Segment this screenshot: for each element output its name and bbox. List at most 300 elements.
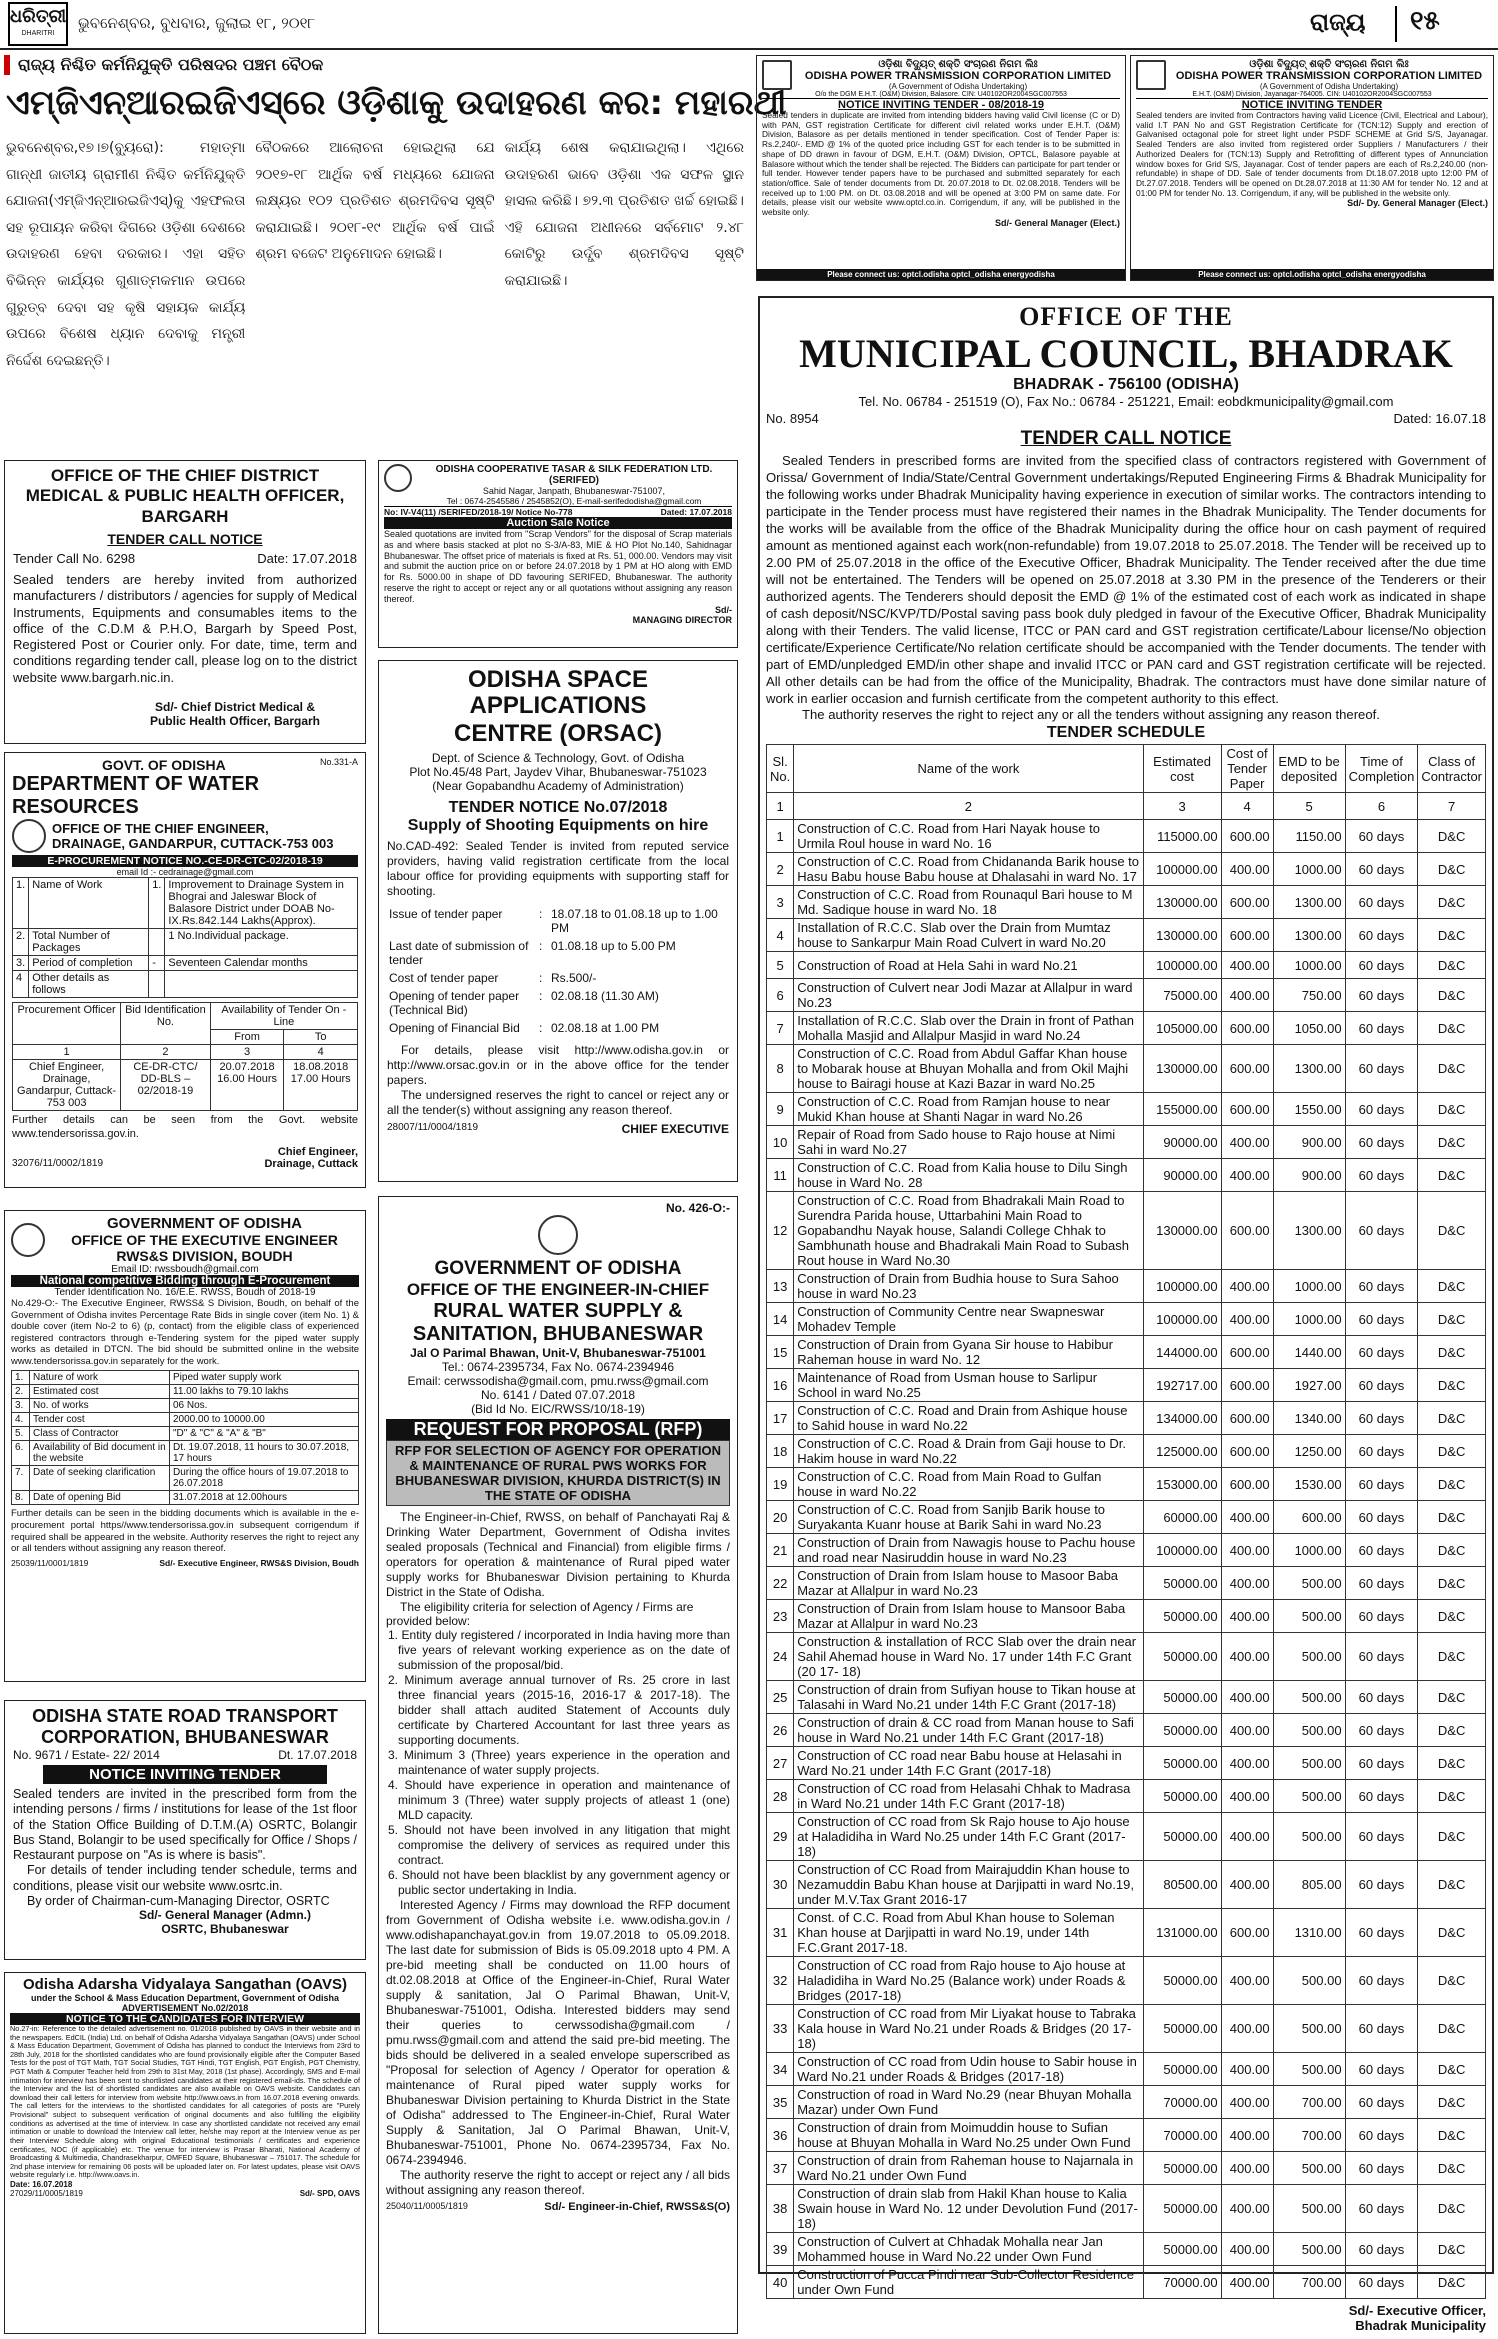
column-number: 5	[1273, 793, 1345, 820]
table-cell: 500.00	[1273, 1600, 1345, 1633]
bid-table	[12, 1002, 358, 1111]
table-cell: 500.00	[1273, 1714, 1345, 1747]
eligibility-item: 1. Entity duly registered / incorporated in India having more than five years of relevant working experience as on the date of submission of the proposal/bid.	[388, 1628, 730, 1672]
table-cell: Repair of Road from Sado house to Rajo house at Nimi Sahi in ward No.27	[794, 1126, 1143, 1159]
optcl-name: ODISHA POWER TRANSMISSION CORPORATION LIMITED	[1175, 70, 1483, 82]
table-cell: 60 days	[1345, 1270, 1418, 1303]
orsac-title-2: CENTRE (ORSAC)	[454, 719, 662, 747]
field-cell: Opening of Financial Bid	[389, 1021, 520, 1036]
table-cell: 100000.00	[1143, 1270, 1221, 1303]
table-cell: 1300.00	[1273, 919, 1345, 952]
govt-line: GOVERNMENT OF ODISHA	[106, 1215, 302, 1232]
table-cell: 60 days	[1345, 979, 1418, 1012]
submission-para: Interested Agency / Firms may download the RFP document from Government of Odisha website i.e. www.odisha.gov.in / www.odishapanchayat.gov.in from 19.07.2018 to 05.09.2018. The last date for submission of Bids is 05.09.2018 upto 4 PM. A pre-bid meeting shall be conducted on 11.00 hours of dt.02.08.2018 at Office of the Engineer-in-Chief, Rural Water supply & sanitation, Jal O Parimal Bhawan, Unit-V, Bhubaneswar-751001, Odisha. Interested bidders may send their queries to cerwssodisha@gmail.com / pmu.rwss@gmail.com and attend the said pre-bid meeting. The bids should be delivered in a sealed envelope superscribed as "Proposal for selection of Agency / Operator for operation & maintenance of Rural piped water supply works for Bhubaneswar Division pertaining to Khurda District in the State of Odisha" addressed to The Engineer-in-Chief, Rural Water Supply & Sanitation, Jal O Parimal Bhawan, Unit-V, Bhubaneswar-751001, Phone No. 0674-2395734, Fax No. 0674-2394946.	[386, 1898, 730, 2167]
table-cell: 70000.00	[1143, 2266, 1221, 2299]
table-cell: 60 days	[1345, 919, 1418, 952]
signature-line2: OSRTC, Bhubaneswar	[161, 1921, 289, 1936]
work-cell: 11.00 lakhs to 79.10 lakhs	[170, 1385, 359, 1399]
table-cell: 1550.00	[1273, 1093, 1345, 1126]
table-cell: D&C	[1418, 1435, 1486, 1468]
table-cell: D&C	[1418, 820, 1486, 853]
table-cell: D&C	[1418, 1126, 1486, 1159]
work-cell: Total Number of Packages	[29, 929, 149, 956]
ref-number: 27029/11/0005/1819	[10, 2188, 83, 2198]
table-cell: 1340.00	[1273, 1402, 1345, 1435]
table-cell: Construction of C.C. Road from Kalia house to Dilu Singh house in Ward No. 28	[794, 1159, 1143, 1192]
serifed-contact: Tel : 0674-2545586 / 2545852(O), E-mail-serifedodisha@gmail.com	[446, 496, 702, 506]
table-cell: D&C	[1418, 1468, 1486, 1501]
signature: Sd/- Dy. General Manager (Elect.)	[1347, 198, 1488, 209]
table-cell: 400.00	[1221, 1501, 1273, 1534]
table-cell: 700.00	[1273, 2266, 1345, 2299]
table-cell: 5	[767, 952, 794, 979]
table-cell: 400.00	[1221, 1567, 1273, 1600]
table-row	[767, 1681, 1486, 1714]
column-header: Time of Completion	[1345, 745, 1418, 793]
table-cell: 60000.00	[1143, 1501, 1221, 1534]
table-row	[767, 886, 1486, 919]
dateline: ଭୁବନେଶ୍ବର, ବୁଧବାର, ଜୁଲାଇ ୧୮, ୨୦୧୮	[78, 14, 316, 32]
field-row	[387, 905, 729, 937]
table-cell: 22	[767, 1567, 794, 1600]
email-line: Email ID: rwssboudh@gmail.com	[111, 1264, 259, 1275]
table-cell: Construction of C.C. Road from Ramjan house to near Mukid Khan house at Shanti Nagar in ward No.26	[794, 1093, 1143, 1126]
table-cell: 600.00	[1221, 1402, 1273, 1435]
work-table	[11, 1370, 359, 1505]
field-cell: :	[539, 971, 543, 986]
work-cell: 2.	[13, 929, 29, 956]
work-row	[12, 1491, 359, 1505]
table-cell: 500.00	[1273, 1747, 1345, 1780]
table-cell: D&C	[1418, 1534, 1486, 1567]
table-row	[767, 1957, 1486, 2005]
table-cell: 50000.00	[1143, 2005, 1221, 2053]
address-line: Jal O Parimal Bhawan, Unit-V, Bhubaneswar-751001	[410, 1346, 706, 1360]
serifed-logo	[384, 464, 412, 492]
th-availability: Availability of Tender On - Line	[210, 1003, 357, 1030]
news-headline: ଏମ୍‌ଜିଏନ୍‌ଆରଇଜିଏସ୍‌ରେ ଓଡ଼ିଶାକୁ ଉଦାହରଣ କର: ମହାରଥୀ	[6, 83, 787, 123]
table-cell: 60 days	[1345, 1093, 1418, 1126]
table-cell: Construction of drain from Sufiyan house to Tikan house at Talasahi in Ward No.21 under 14th F.C Grant (2017-18)	[794, 1681, 1143, 1714]
table-cell: 144000.00	[1143, 1336, 1221, 1369]
contact-line: Tel. No. 06784 - 251519 (O), Fax No.: 06784 - 251221, Email: eobdkmunicipality@gmail.com	[858, 394, 1394, 409]
table-cell: 60 days	[1345, 1126, 1418, 1159]
landmark-line: (Near Gopabandhu Academy of Administration)	[432, 779, 684, 794]
table-cell: 400.00	[1221, 1747, 1273, 1780]
table-cell: D&C	[1418, 2119, 1486, 2152]
table-cell: 600.00	[1221, 820, 1273, 853]
work-cell: 1.	[12, 1371, 30, 1385]
table-cell: Construction of C.C. Road and Drain from Ashique house to Sahid house in ward No.22	[794, 1402, 1143, 1435]
orsac-title-1: ODISHA SPACE APPLICATIONS	[467, 666, 649, 720]
work-row	[12, 1399, 359, 1413]
work-cell: Estimated cost	[30, 1385, 170, 1399]
division-line: RWS&S DIVISION, BOUDH	[116, 1248, 293, 1264]
table-row	[767, 1303, 1486, 1336]
table-cell: 60 days	[1345, 1780, 1418, 1813]
table-cell: 21	[767, 1534, 794, 1567]
table-row	[767, 979, 1486, 1012]
table-cell: 17	[767, 1402, 794, 1435]
table-row	[767, 1567, 1486, 1600]
optcl-sub: (A Government of Odisha Undertaking)	[888, 82, 1028, 91]
table-cell: 400.00	[1221, 1780, 1273, 1813]
column-number: 3	[1143, 793, 1221, 820]
osrtc-title-1: ODISHA STATE ROAD TRANSPORT	[32, 1706, 338, 1726]
table-row	[767, 1012, 1486, 1045]
table-cell: 1250.00	[1273, 1435, 1345, 1468]
table-cell: 1310.00	[1273, 1909, 1345, 1957]
field-row	[387, 969, 729, 987]
work-cell: Tender cost	[30, 1413, 170, 1427]
notice-title: NOTICE TO THE CANDIDATES FOR INTERVIEW	[10, 2013, 360, 2025]
table-cell: Construction of road in Ward No.29 (near Bhuyan Mohalla Mazar) under Own Fund	[794, 2086, 1143, 2119]
table-cell: Construction of drain & CC road from Manan house to Safi house in Ward No.21 under 14th F.C Grant (2017-18)	[794, 1714, 1143, 1747]
rfp-subject: RFP FOR SELECTION OF AGENCY FOR OPERATION & MAINTENANCE OF RURAL PWS WORKS FOR BHUBANESWAR DIVISION, KHURDA DISTRICT(S) IN THE STATE OF ODISHA	[386, 1440, 730, 1506]
table-cell: 60 days	[1345, 1957, 1418, 2005]
intro-para: The Engineer-in-Chief, RWSS, on behalf of Panchayati Raj & Drinking Water Department, Government of Odisha invites sealed proposals (Technical and Financial) from eligible firms / operators for operation & maintenance of Rural piped water supply works for Bhubaneswar Division pertaining to Khurda District in the State of Odisha.	[386, 1510, 730, 1599]
table-cell: D&C	[1418, 2053, 1486, 2086]
table-cell: 60 days	[1345, 952, 1418, 979]
table-cell: 60 days	[1345, 1468, 1418, 1501]
field-cell: 02.08.18 (11.30 AM)	[551, 989, 659, 1004]
table-cell: 400.00	[1221, 1600, 1273, 1633]
table-cell: 105000.00	[1143, 1012, 1221, 1045]
signature: Sd/- SPD, OAVS	[299, 2188, 360, 2198]
work-row	[12, 1385, 359, 1399]
office-line-2: RURAL WATER SUPPLY &	[433, 1300, 683, 1322]
table-row	[767, 952, 1486, 979]
table-cell: Construction of drain from Raheman house to Najarnala in Ward No.21 under Own Fund	[794, 2152, 1143, 2185]
table-cell: D&C	[1418, 2005, 1486, 2053]
social-footer: Please connect us: optcl.odisha optcl_odisha energyodisha	[757, 269, 1125, 280]
table-cell: 1000.00	[1273, 1303, 1345, 1336]
table-row	[767, 2053, 1486, 2086]
table-cell: D&C	[1418, 919, 1486, 952]
table-cell: 805.00	[1273, 1861, 1345, 1909]
table-cell: D&C	[1418, 1336, 1486, 1369]
table-cell: Construction of CC Road from Mairajuddin Khan house to Nezamuddin Babu Khan house at Darjipatti in ward No.19, under M.V.Tax Grant 2016-17	[794, 1861, 1143, 1909]
table-row	[767, 2005, 1486, 2053]
th-to: To	[284, 1030, 358, 1045]
optcl-balasore-notice	[756, 55, 1126, 281]
ref-number: 32076/11/0002/1819	[12, 1157, 104, 1169]
table-cell: 60 days	[1345, 1600, 1418, 1633]
email-line: email Id :- cedrainage@gmail.com	[116, 867, 254, 877]
table-cell: 750.00	[1273, 979, 1345, 1012]
table-cell: Construction of drain from Moimuddin house to Sufian house at Bhuyan Mohalla in Ward No.25 under Own Fund	[794, 2119, 1143, 2152]
table-cell: D&C	[1418, 1714, 1486, 1747]
table-cell: 900.00	[1273, 1126, 1345, 1159]
table-cell: 600.00	[1221, 1093, 1273, 1126]
table-cell: D&C	[1418, 2266, 1486, 2299]
notice-number: No. 9671 / Estate- 22/ 2014	[13, 1748, 160, 1762]
table-cell: Construction of CC road from Sk Rajo house to Ajo house at Haladidiha in Ward No.25 under 14th F.C Grant (2017-18)	[794, 1813, 1143, 1861]
schedule-title: TENDER SCHEDULE	[1046, 724, 1206, 742]
letter-no: No. 6141 / Dated 07.07.2018	[480, 1388, 636, 1402]
adv-number: ADVERTISEMENT No.02/2018	[121, 2003, 249, 2013]
optcl-jayanagar-notice	[1130, 55, 1494, 281]
optcl-sub: (A Government of Odisha Undertaking)	[1259, 82, 1399, 91]
column-number: 6	[1345, 793, 1418, 820]
table-cell: 50000.00	[1143, 2152, 1221, 2185]
table-cell: Construction of Drain from Gyana Sir house to Habibur Raheman house in ward No. 12	[794, 1336, 1143, 1369]
table-row	[767, 1126, 1486, 1159]
column-header: Class of Contractor	[1418, 745, 1486, 793]
notice-subject: Supply of Shooting Equipments on hire	[407, 817, 709, 835]
table-cell: D&C	[1418, 1270, 1486, 1303]
serifed-address: Sahid Nagar, Janpath, Bhubaneswar-751007,	[482, 486, 666, 496]
work-details-table	[12, 877, 358, 998]
table-cell: Construction of CC road from Helasahi Chhak to Madrasa in Ward No.21 under 14th F.C Grant (2017-18)	[794, 1780, 1143, 1813]
table-cell: 600.00	[1221, 1468, 1273, 1501]
ref-number: 25039/11/0001/1819	[11, 1557, 89, 1568]
table-row	[767, 2266, 1486, 2299]
table-cell: D&C	[1418, 1780, 1486, 1813]
table-cell: D&C	[1418, 1633, 1486, 1681]
table-cell: 6	[767, 979, 794, 1012]
notice-title: NOTICE INVITING TENDER - 08/2018-19	[838, 99, 1044, 111]
column-number: 1	[767, 793, 794, 820]
eic-rwss-rfp-notice	[378, 1196, 738, 2334]
table-cell: 19	[767, 1468, 794, 1501]
optcl-logo	[1136, 60, 1166, 90]
table-cell: D&C	[1418, 886, 1486, 919]
table-cell: 60 days	[1345, 2266, 1418, 2299]
table-cell: Construction of Drain from Islam house to Mansoor Baba Mazar at Allalpur in ward No.23	[794, 1600, 1143, 1633]
table-cell: 60 days	[1345, 1402, 1418, 1435]
table-cell: 1300.00	[1273, 1045, 1345, 1093]
table-cell: 38	[767, 2185, 794, 2233]
municipality-pin: BHADRAK - 756100 (ODISHA)	[1013, 376, 1239, 393]
table-cell: 50000.00	[1143, 2053, 1221, 2086]
notice-title: TENDER CALL NOTICE	[1020, 428, 1232, 449]
table-cell: 130000.00	[1143, 886, 1221, 919]
serifed-auction-notice	[378, 460, 738, 648]
bid-no-cell: CE-DR-CTC/ DD-BLS – 02/2018-19	[121, 1060, 211, 1111]
table-cell: 60 days	[1345, 1567, 1418, 1600]
table-cell: Construction of Culvert at Chhadak Mohalla near Jan Mohammed house in Ward No.22 under Own Fund	[794, 2233, 1143, 2266]
table-cell: 60 days	[1345, 1012, 1418, 1045]
table-cell: Construction of C.C. Road & Drain from Gaji house to Dr. Hakim house in ward No.22	[794, 1435, 1143, 1468]
govt-line: GOVT. OF ODISHA	[102, 757, 226, 773]
table-cell: Construction of Drain from Nawagis house to Pachu house and road near Nasiruddin house in ward No.23	[794, 1534, 1143, 1567]
section-name: ରାଜ୍ୟ	[1310, 8, 1366, 36]
table-cell: 500.00	[1273, 1813, 1345, 1861]
oavs-notice	[4, 1972, 366, 2334]
table-cell: 400.00	[1221, 2005, 1273, 2053]
work-cell: Piped water supply work	[170, 1371, 359, 1385]
column-header: Estimated cost	[1143, 745, 1221, 793]
signature-line2: Bhadrak Municipality	[1355, 2318, 1486, 2334]
table-cell: Construction of C.C. Road from Abdul Gaffar Khan house to Mobarak house at Bhuyan Mohalla and from Okil Majhi house to Bairagi house at Kazi Bazar in ward No.25	[794, 1045, 1143, 1093]
table-cell: 20	[767, 1501, 794, 1534]
notice-date: Date: 17.07.2018	[257, 551, 357, 567]
page-number: ୧୫	[1410, 6, 1440, 36]
table-cell: 50000.00	[1143, 1681, 1221, 1714]
table-cell: 400.00	[1221, 952, 1273, 979]
work-cell: Name of Work	[29, 878, 149, 929]
optcl-name: ODISHA POWER TRANSMISSION CORPORATION LIMITED	[804, 70, 1112, 82]
work-cell: Period of completion	[29, 956, 149, 971]
th-from: From	[210, 1030, 284, 1045]
table-cell: 70000.00	[1143, 2119, 1221, 2152]
table-cell: 500.00	[1273, 1567, 1345, 1600]
table-cell: 29	[767, 1813, 794, 1861]
table-cell: 1150.00	[1273, 820, 1345, 853]
col-num: 1	[13, 1045, 121, 1060]
table-cell: 60 days	[1345, 1633, 1418, 1681]
reserve-clause: The authority reserve the right to accept or reject any / all bids without assigning any reason thereof.	[386, 2168, 730, 2197]
table-cell: 13	[767, 1270, 794, 1303]
table-cell: 60 days	[1345, 1501, 1418, 1534]
odisha-emblem	[12, 819, 46, 853]
work-cell: No. of works	[30, 1399, 170, 1413]
table-row	[767, 1270, 1486, 1303]
table-cell: D&C	[1418, 1402, 1486, 1435]
table-cell: Construction of Culvert near Jodi Mazar at Allalpur in ward No.23	[794, 979, 1143, 1012]
table-cell: 3	[767, 886, 794, 919]
odisha-emblem	[538, 1215, 578, 1255]
notice-body: Sealed tenders are invited from Contractors having valid Licence (Civil, Electrical and Labour), valid I.T PAN No and GST Registration Certificate for (TCN:12) Supply and erection of Galvanised octagonal pole for street light under PSDF SCHEME at Grid S/S, Jayanagar. Sealed Tenders are also invited from registered order Suppliers / Manufacturers / their Authorized Dealers for (TCN:13) Supply and Retrofitting of different types of Annunciation window boxes for Grid S/S, Jayanagar. Cost of tender papers are each of Rs.2,240.00 (non-refundable) in shape of DD. Sale of tender documents from Dt.18.07.2018 upto 12:00 PM of Dt.27.07.2018. Tenders will be opened on Dt.28.07.2018 at 11:30 AM for tender No. 12 and at 01:00 PM for tender No. 13. Corrigendum, if any, will be published in the website only.	[1136, 110, 1488, 198]
optcl-logo	[762, 60, 792, 90]
table-cell: 1	[767, 820, 794, 853]
to-cell: 18.08.2018 17.00 Hours	[284, 1060, 358, 1111]
govt-line: GOVERNMENT OF ODISHA	[434, 1258, 682, 1279]
table-cell: 1530.00	[1273, 1468, 1345, 1501]
eligibility-item: 5. Should not have been involved in any litigation that might compromise the delivery of services as required under this contract.	[388, 1823, 730, 1867]
work-cell: 7.	[12, 1466, 30, 1491]
table-cell: 18	[767, 1435, 794, 1468]
optcl-address: E.H.T. (O&M) Division, Jayanagar-764005. CIN: U40102OR2004SGC007553	[1136, 91, 1488, 99]
table-cell: 400.00	[1221, 2086, 1273, 2119]
work-row	[13, 929, 358, 956]
table-cell: D&C	[1418, 979, 1486, 1012]
table-row	[767, 919, 1486, 952]
table-cell: 1300.00	[1273, 1192, 1345, 1270]
work-cell: -	[149, 956, 165, 971]
work-cell	[149, 929, 165, 956]
table-cell: 7	[767, 1012, 794, 1045]
table-cell: 400.00	[1221, 1813, 1273, 1861]
notice-date: Dated: 17.07.2018	[660, 507, 732, 517]
notice-title: NOTICE INVITING TENDER	[1241, 99, 1383, 111]
news-kicker: ରାଜ୍ୟ ନିଶ୍ଚିତ କର୍ମନିଯୁକ୍ତି ପରିଷଦର ପଞ୍ଚମ ବୈଠକ	[4, 55, 750, 75]
cdmo-bargarh-notice	[4, 460, 366, 744]
tender-call-no: Tender Call No. 6298	[13, 551, 136, 567]
table-cell: 600.00	[1273, 1501, 1345, 1534]
eproc-bar: E-PROCUREMENT NOTICE NO.-CE-DR-CTC-02/2018-19	[12, 855, 358, 867]
optcl-odia-name: ଓଡ଼ିଶା ବିଦ୍ୟୁତ୍ ଶକ୍ତି ସଂଚାରଣ ନିଗମ ଲିଃ	[1249, 59, 1409, 70]
office-line: OFFICE OF THE CHIEF ENGINEER,	[52, 821, 269, 836]
work-cell: During the office hours of 19.07.2018 to 26.07.2018	[170, 1466, 359, 1491]
notice-number: No: IV-V4(11) /SERIFED/2018-19/ Notice No-778	[384, 507, 573, 517]
further-details: Further details can be seen from the Govt. website www.tendersorissa.gov.in.	[12, 1114, 358, 1140]
table-cell: 23	[767, 1600, 794, 1633]
table-cell: 60 days	[1345, 2152, 1418, 2185]
field-row	[387, 1019, 729, 1037]
work-cell: 4	[13, 971, 29, 998]
field-cell: Cost of tender paper	[389, 971, 499, 986]
signature-line2: Drainage, Cuttack	[264, 1157, 358, 1170]
table-cell: D&C	[1418, 1747, 1486, 1780]
table-cell: 600.00	[1221, 1369, 1273, 1402]
table-cell: 40	[767, 2266, 794, 2299]
dept-line: Dept. of Science & Technology, Govt. of Odisha	[431, 751, 685, 766]
table-cell: 50000.00	[1143, 1714, 1221, 1747]
notice-title: TENDER CALL NOTICE	[107, 531, 263, 548]
office-label: OFFICE OF THE	[1019, 302, 1233, 331]
table-cell: 60 days	[1345, 2053, 1418, 2086]
table-cell: Construction of C.C. Road from Rounaqul Bari house to M Md. Sadique house in ward No. 18	[794, 886, 1143, 919]
table-cell: 500.00	[1273, 2152, 1345, 2185]
table-cell: Construction of Drain from Budhia house to Sura Sahoo house in ward No.23	[794, 1270, 1143, 1303]
bid-id: (Bid Id No. EIC/RWSS/10/18-19)	[471, 1402, 645, 1416]
table-cell: 1000.00	[1273, 1270, 1345, 1303]
table-cell: D&C	[1418, 2233, 1486, 2266]
notice-body: Sealed quotations are invited from "Scrap Vendors" for the disposal of Scrap materials as and where basis stacked at plot no S-3/A-83, MIE & HO Plot No.140, Sahidnagar Bhubaneswar. The offset price of materials is fixed at Rs. 51, 000.00. Vendors may visit and submit the auction price on or before 24.07.2018 by 1 PM at HO along with EMD for Rs. 5000.00 in shape of DD favouring SERIFED, Bhubaneswar. The authority reserve the right to accept or reject any or all quotations without assigning any reason thereof.	[384, 529, 732, 604]
signature-line1: Chief Engineer,	[277, 1145, 358, 1158]
table-row	[767, 1600, 1486, 1633]
eligibility-item: 4. Should have experience in operation and maintenance of minimum 3 (Three) water supply projects of atleast 1 (one) MLD capacity.	[388, 1778, 730, 1822]
work-cell: Date of opening Bid	[30, 1491, 170, 1505]
ref-number: 25040/11/0005/1819	[386, 2201, 468, 2211]
masthead	[0, 0, 1498, 50]
table-cell: 400.00	[1221, 979, 1273, 1012]
table-cell: Construction of C.C. Road from Main Road to Gulfan house in ward No.22	[794, 1468, 1143, 1501]
table-cell: 400.00	[1221, 1126, 1273, 1159]
table-cell: 50000.00	[1143, 1567, 1221, 1600]
notice-body: No.CAD-492: Sealed Tender is invited from reputed service providers, having valid registration certificate from the local labour office for providing equipments with supporting staff for shooting.	[387, 839, 729, 899]
table-cell: Construction of C.C. Road from Hari Nayak house to Urmila Roul house in ward No. 16	[794, 820, 1143, 853]
table-cell: D&C	[1418, 853, 1486, 886]
table-cell: 700.00	[1273, 2119, 1345, 2152]
table-cell: 1927.00	[1273, 1369, 1345, 1402]
schedule-header-row	[767, 745, 1486, 793]
column-header: Cost of Tender Paper	[1221, 745, 1273, 793]
work-cell	[165, 971, 358, 998]
table-cell: 35	[767, 2086, 794, 2119]
col-num: 3	[210, 1045, 284, 1060]
table-cell: 9	[767, 1093, 794, 1126]
table-cell: D&C	[1418, 1600, 1486, 1633]
table-cell: 400.00	[1221, 1861, 1273, 1909]
field-cell: 02.08.18 at 1.00 PM	[551, 1021, 660, 1036]
table-row	[767, 853, 1486, 886]
table-cell: 36	[767, 2119, 794, 2152]
table-cell: 60 days	[1345, 2233, 1418, 2266]
table-cell: D&C	[1418, 1093, 1486, 1126]
table-cell: 60 days	[1345, 1909, 1418, 1957]
table-cell: 60 days	[1345, 853, 1418, 886]
signature: Sd/- Engineer-in-Chief, RWSS&S(O)	[544, 2201, 730, 2213]
table-cell: 60 days	[1345, 1159, 1418, 1192]
table-cell: 24	[767, 1633, 794, 1681]
table-row	[767, 1813, 1486, 1861]
notice-title: Auction Sale Notice	[384, 517, 732, 529]
notice-body: Sealed tenders in duplicate are invited from intending bidders having valid Civil license (C or D) with PAN, GST registration Certificate for different civil related works under E.H.T. (O&M) Division, Balasore as per details mentioned in tender specification. Cost of Tender Paper is: Rs.2,240/-. EMD @ 1% of the quoted price including GST for each tender is to be submitted in shape of DD drawn in favour of DGM, E.H.T. (O&M) Division, OPTCL, Balasore payable at Balasore without which the tender shall be rejected. The Bidders can participate for part tender or full tender. However tender papers have to be purchased and submitted separately for each station/office. Sale of tender documents from Dt. 20.07.2018 to Dt. 02.08.2018. Tenders will be received up to 1:00 PM. on Dt. 03.08.2018 and will be opened at 3:00 PM on same date. For details, please visit our website www.optcl.co.in. Corrigendum, if any, will be published in the website only.	[762, 110, 1120, 218]
work-row	[13, 956, 358, 971]
table-cell: 60 days	[1345, 1681, 1418, 1714]
letter-date: Dated: 16.07.18	[1393, 411, 1486, 426]
news-article	[0, 55, 787, 495]
bhadrak-municipality-notice	[758, 296, 1494, 2334]
table-cell: D&C	[1418, 1369, 1486, 1402]
dowr-eprocurement-notice	[4, 752, 366, 1188]
reserve-clause: The authority reserves the right to reject any or all the tenders without assigning any reason thereof.	[802, 707, 1380, 723]
table-cell: 60 days	[1345, 1369, 1418, 1402]
work-row	[12, 1427, 359, 1441]
